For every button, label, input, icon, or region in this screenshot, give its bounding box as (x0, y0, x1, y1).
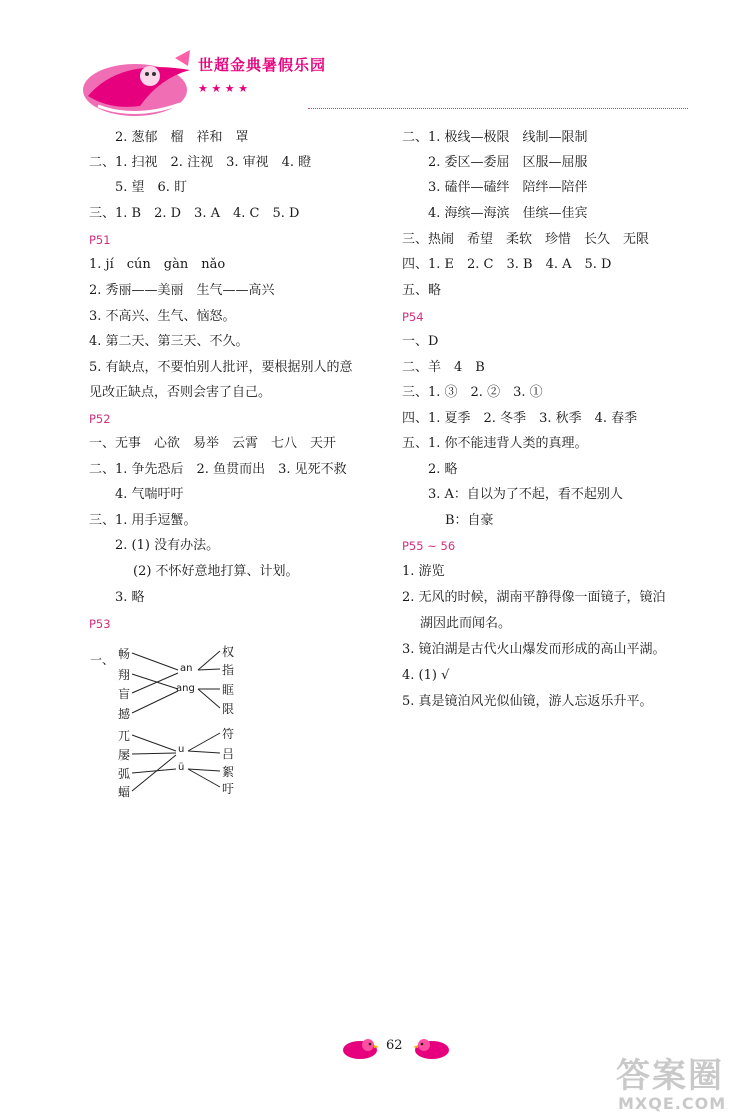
page-header (70, 40, 690, 120)
matching-char: 盲 (118, 687, 131, 701)
watermark-title: 答案圈 (616, 1056, 724, 1096)
answer-line: 五、略 (402, 283, 442, 298)
watermark-url: MXQE.COM (618, 1094, 727, 1113)
answer-line: 5. 望 6. 盯 (115, 180, 188, 195)
page-section-label: P55 ~ 56 (402, 539, 456, 553)
answer-line: 三、1. 用手逗蟹。 (89, 513, 197, 528)
page-section-label: P54 (402, 310, 424, 324)
answer-line: 二、1. 极线—极限 线制—限制 (402, 130, 588, 145)
bird-right-icon (412, 1036, 452, 1060)
matching-syllable: ang (176, 683, 195, 694)
answer-line: 三、1. ③ 2. ② 3. ① (402, 385, 543, 400)
answer-line: (2) 不怀好意地打算、计划。 (133, 564, 299, 579)
answer-line: 4. 海缤—海滨 佳缤—佳宾 (428, 206, 588, 221)
answer-line: 5. 真是镜泊风光似仙镜，游人忘返乐升平。 (402, 694, 653, 709)
answer-line: 二、1. 扫视 2. 注视 3. 审视 4. 瞪 (89, 155, 312, 170)
answer-line: 五、1. 你不能违背人类的真理。 (402, 436, 588, 451)
matching-syllable: u (178, 744, 185, 755)
answer-line: 四、1. 夏季 2. 冬季 3. 秋季 4. 春季 (402, 411, 638, 426)
answer-line: 4. (1) √ (402, 668, 450, 683)
answer-line: 3. 镜泊湖是古代火山爆发而形成的高山平湖。 (402, 642, 666, 657)
matching-char: 撼 (118, 707, 131, 721)
answer-line: 二、1. 争先恐后 2. 鱼贯而出 3. 见死不救 (89, 462, 347, 477)
star-decoration-icon: ★ ★ ★ ★ (198, 82, 248, 95)
answer-line: 2. 秀丽——美丽 生气——高兴 (89, 283, 275, 298)
page-section-label: P52 (89, 412, 111, 426)
answer-line: 3. A：自以为了不起，看不起别人 (428, 487, 623, 502)
bird-left-icon (340, 1036, 380, 1060)
matching-char: 兀 (118, 729, 131, 743)
answer-line: 2. 略 (428, 462, 458, 477)
answer-line: 2. (1) 没有办法。 (115, 538, 220, 553)
brand-title: 世超金典暑假乐园 (198, 56, 327, 74)
matching-syllable: an (180, 663, 193, 674)
matching-lines (90, 645, 260, 795)
answer-line: 一、D (402, 334, 439, 349)
matching-char: 指 (222, 663, 235, 677)
matching-char: 畅 (118, 647, 131, 661)
answer-line: 1. jí cún gàn nǎo (89, 257, 226, 272)
answer-line: 3. 略 (115, 590, 145, 605)
answer-line: 2. 无风的时候，湖南平静得像一面镜子，镜泊 (402, 590, 666, 605)
watermark (600, 1046, 750, 1118)
page-number: 62 (386, 1038, 403, 1053)
answer-line: B：自豪 (445, 513, 494, 528)
answer-line: 2. 委区—委屈 区服—屈服 (428, 155, 588, 170)
matching-char: 符 (222, 727, 235, 741)
matching-syllable: ü (178, 762, 185, 773)
answer-line: 4. 第二天、第三天、不久。 (89, 334, 249, 349)
page-section-label: P53 (89, 617, 111, 631)
pinyin-matching-diagram (90, 645, 260, 799)
answer-line: 5. 有缺点，不要怕别人批评，要根据别人的意 (89, 360, 353, 375)
matching-char: 限 (222, 702, 235, 716)
answer-line: 三、1. B 2. D 3. A 4. C 5. D (89, 206, 300, 221)
matching-char: 蝠 (118, 785, 131, 799)
page-section-label: P51 (89, 233, 111, 247)
matching-char: 吕 (222, 747, 235, 761)
answer-line: 四、1. E 2. C 3. B 4. A 5. D (402, 257, 612, 272)
matching-char: 屡 (118, 748, 131, 762)
answer-line: 3. 磕伴—磕绊 陪绊—陪伴 (428, 180, 588, 195)
answer-line: 二、羊 4 B (402, 360, 485, 375)
mascot-logo-icon (80, 48, 210, 118)
matching-char: 絮 (222, 765, 235, 779)
matching-char: 翔 (118, 668, 131, 682)
page-footer (340, 1032, 450, 1062)
matching-char: 吁 (222, 782, 235, 796)
matching-char: 弧 (118, 767, 131, 781)
answer-line: 一、无事 心欲 易举 云霄 七八 天开 (89, 436, 337, 451)
answer-line: 见改正缺点，否则会害了自己。 (89, 385, 272, 400)
answer-line: 湖因此而闻名。 (420, 616, 512, 631)
matching-prefix: 一、 (90, 653, 115, 667)
answer-line: 3. 不高兴、生气、恼怒。 (89, 309, 236, 324)
answer-line: 2. 葱郁 榴 祥和 罩 (115, 130, 249, 145)
header-divider (308, 108, 688, 109)
answer-line: 1. 游览 (402, 564, 445, 579)
matching-char: 权 (222, 645, 235, 659)
answer-line: 三、热闹 希望 柔软 珍惜 长久 无限 (402, 232, 650, 247)
matching-char: 眶 (222, 683, 235, 697)
answer-line: 4. 气喘吁吁 (115, 487, 184, 502)
